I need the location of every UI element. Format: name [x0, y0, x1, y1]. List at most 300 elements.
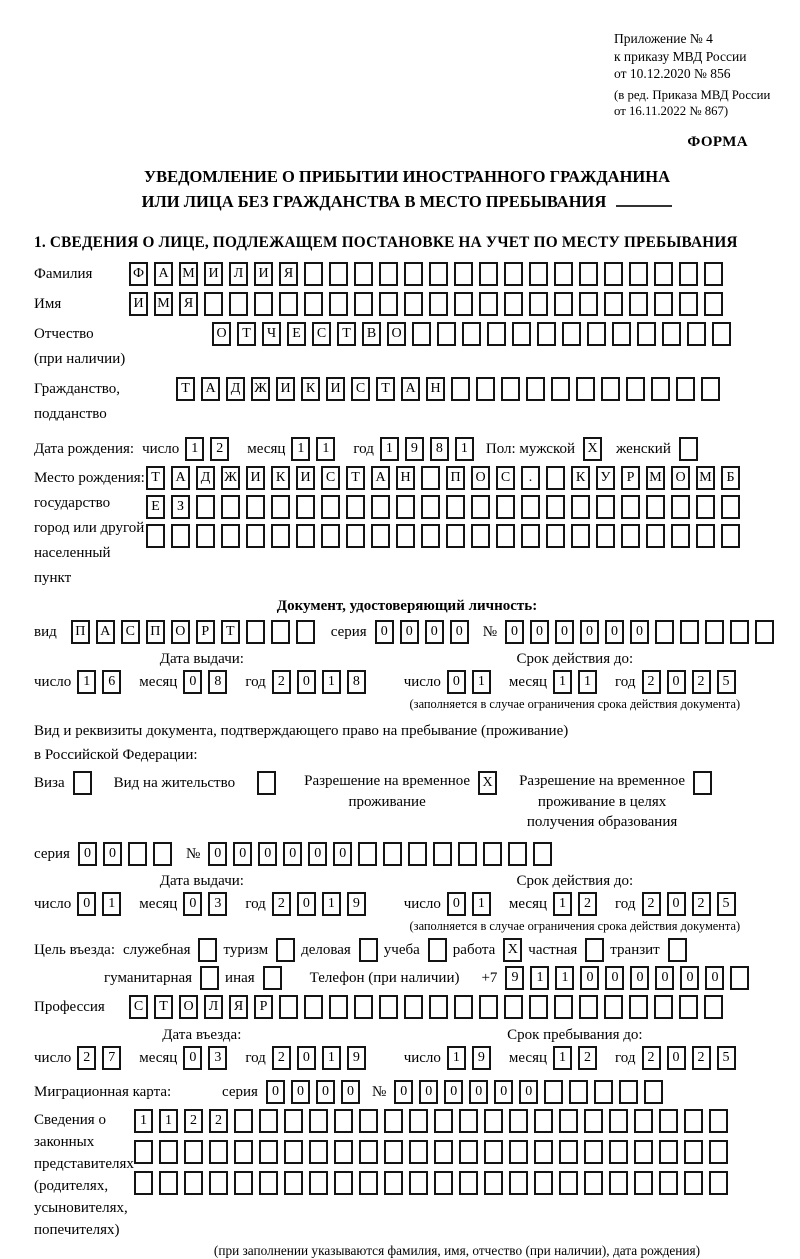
- birth-place-row1-cell-21[interactable]: О: [671, 466, 690, 490]
- residence-doc-number-cell-11[interactable]: [483, 842, 502, 866]
- patronymic-cell-11[interactable]: [487, 322, 506, 346]
- phone-digits-cell-6[interactable]: 0: [655, 966, 674, 990]
- representatives-row2-cell-0[interactable]: [134, 1140, 153, 1164]
- representatives-row3-cell-20[interactable]: [634, 1171, 653, 1195]
- representatives-row1-cell-7[interactable]: [309, 1109, 328, 1133]
- citizenship-cell-16[interactable]: [576, 377, 595, 401]
- firstname-cell-7[interactable]: [304, 292, 323, 316]
- patronymic-cell-5[interactable]: Т: [337, 322, 356, 346]
- residence-doc-number-cell-10[interactable]: [458, 842, 477, 866]
- purpose-business-checkbox-cell-0[interactable]: [359, 938, 378, 962]
- firstname-cell-12[interactable]: [429, 292, 448, 316]
- surname-cell-8[interactable]: [329, 262, 348, 286]
- birth-place-row1-cell-17[interactable]: К: [571, 466, 590, 490]
- birth-place-row3-cell-14[interactable]: [496, 524, 515, 548]
- residence-permit-checkbox-cell-0[interactable]: [257, 771, 276, 795]
- phone-digits-cell-2[interactable]: 1: [555, 966, 574, 990]
- representatives-row3-cell-14[interactable]: [484, 1171, 503, 1195]
- birth-place-row3-cell-16[interactable]: [546, 524, 565, 548]
- citizenship-cell-7[interactable]: С: [351, 377, 370, 401]
- birth-place-row1-cell-0[interactable]: Т: [146, 466, 165, 490]
- surname-cell-2[interactable]: М: [179, 262, 198, 286]
- firstname-cell-19[interactable]: [604, 292, 623, 316]
- representatives-row1-cell-17[interactable]: [559, 1109, 578, 1133]
- identity_doc-expiry-day-cell-1[interactable]: 1: [472, 670, 491, 694]
- firstname-cell-14[interactable]: [479, 292, 498, 316]
- birth_date-month-cell-1[interactable]: 1: [316, 437, 335, 461]
- representatives-row2-cell-3[interactable]: [209, 1140, 228, 1164]
- citizenship-cell-9[interactable]: А: [401, 377, 420, 401]
- profession-cell-1[interactable]: Т: [154, 995, 173, 1019]
- entry_date-day-cell-0[interactable]: 2: [77, 1046, 96, 1070]
- patronymic-cell-3[interactable]: Е: [287, 322, 306, 346]
- purpose-private-checkbox-cell-0[interactable]: [585, 938, 604, 962]
- identity-doc-number-cell-2[interactable]: 0: [555, 620, 574, 644]
- birth-place-row3-cell-6[interactable]: [296, 524, 315, 548]
- phone-digits-cell-4[interactable]: 0: [605, 966, 624, 990]
- migration-card-number-cell-5[interactable]: 0: [519, 1080, 538, 1104]
- birth-place-row2-cell-14[interactable]: [496, 495, 515, 519]
- identity-doc-series-cell-2[interactable]: 0: [425, 620, 444, 644]
- visa-checkbox-cell-0[interactable]: [73, 771, 92, 795]
- birth-place-row1-cell-1[interactable]: А: [171, 466, 190, 490]
- residence-doc-number-cell-8[interactable]: [408, 842, 427, 866]
- patronymic-cell-2[interactable]: Ч: [262, 322, 281, 346]
- representatives-row3-cell-9[interactable]: [359, 1171, 378, 1195]
- residence-doc-series-cell-0[interactable]: 0: [78, 842, 97, 866]
- profession-cell-9[interactable]: [354, 995, 373, 1019]
- surname-cell-5[interactable]: И: [254, 262, 273, 286]
- migration-card-series-cell-2[interactable]: 0: [316, 1080, 335, 1104]
- entry_date-month-cell-0[interactable]: 0: [183, 1046, 202, 1070]
- representatives-row3-cell-10[interactable]: [384, 1171, 403, 1195]
- birth-place-row1-cell-20[interactable]: М: [646, 466, 665, 490]
- birth-place-row1-cell-12[interactable]: П: [446, 466, 465, 490]
- identity_doc-expiry-month-cell-0[interactable]: 1: [553, 670, 572, 694]
- firstname-cell-5[interactable]: [254, 292, 273, 316]
- residence_doc-issue-day-cell-0[interactable]: 0: [77, 892, 96, 916]
- firstname-cell-3[interactable]: [204, 292, 223, 316]
- patronymic-cell-13[interactable]: [537, 322, 556, 346]
- surname-cell-0[interactable]: Ф: [129, 262, 148, 286]
- identity-doc-series-cell-1[interactable]: 0: [400, 620, 419, 644]
- birth-place-row1-cell-10[interactable]: Н: [396, 466, 415, 490]
- identity_doc-issue-month-cell-0[interactable]: 0: [183, 670, 202, 694]
- representatives-row2-cell-9[interactable]: [359, 1140, 378, 1164]
- representatives-row2-cell-6[interactable]: [284, 1140, 303, 1164]
- citizenship-cell-10[interactable]: Н: [426, 377, 445, 401]
- identity-doc-series-cell-3[interactable]: 0: [450, 620, 469, 644]
- surname-cell-15[interactable]: [504, 262, 523, 286]
- representatives-row3-cell-8[interactable]: [334, 1171, 353, 1195]
- patronymic-cell-4[interactable]: С: [312, 322, 331, 346]
- profession-cell-5[interactable]: Р: [254, 995, 273, 1019]
- patronymic-cell-7[interactable]: О: [387, 322, 406, 346]
- representatives-row3-cell-3[interactable]: [209, 1171, 228, 1195]
- firstname-cell-23[interactable]: [704, 292, 723, 316]
- birth-place-row2-cell-22[interactable]: [696, 495, 715, 519]
- residence-doc-number-cell-4[interactable]: 0: [308, 842, 327, 866]
- firstname-cell-21[interactable]: [654, 292, 673, 316]
- patronymic-cell-19[interactable]: [687, 322, 706, 346]
- representatives-row1-cell-8[interactable]: [334, 1109, 353, 1133]
- migration-card-number-cell-2[interactable]: 0: [444, 1080, 463, 1104]
- citizenship-cell-2[interactable]: Д: [226, 377, 245, 401]
- citizenship-cell-21[interactable]: [701, 377, 720, 401]
- surname-cell-11[interactable]: [404, 262, 423, 286]
- birth-place-row3-cell-11[interactable]: [421, 524, 440, 548]
- firstname-cell-6[interactable]: [279, 292, 298, 316]
- purpose-other-checkbox-cell-0[interactable]: [263, 966, 282, 990]
- surname-cell-23[interactable]: [704, 262, 723, 286]
- profession-cell-19[interactable]: [604, 995, 623, 1019]
- representatives-row3-cell-13[interactable]: [459, 1171, 478, 1195]
- citizenship-cell-8[interactable]: Т: [376, 377, 395, 401]
- identity-doc-number-cell-5[interactable]: 0: [630, 620, 649, 644]
- profession-cell-13[interactable]: [454, 995, 473, 1019]
- birth_date-year-cell-2[interactable]: 8: [430, 437, 449, 461]
- migration-card-number-cell-3[interactable]: 0: [469, 1080, 488, 1104]
- identity-doc-number-cell-7[interactable]: [680, 620, 699, 644]
- citizenship-cell-6[interactable]: И: [326, 377, 345, 401]
- citizenship-cell-13[interactable]: [501, 377, 520, 401]
- birth-place-row1-cell-6[interactable]: И: [296, 466, 315, 490]
- representatives-row3-cell-18[interactable]: [584, 1171, 603, 1195]
- surname-cell-22[interactable]: [679, 262, 698, 286]
- identity_doc-expiry-day-cell-0[interactable]: 0: [447, 670, 466, 694]
- profession-cell-18[interactable]: [579, 995, 598, 1019]
- birth-place-row2-cell-1[interactable]: З: [171, 495, 190, 519]
- representatives-row1-cell-22[interactable]: [684, 1109, 703, 1133]
- representatives-row3-cell-15[interactable]: [509, 1171, 528, 1195]
- residence_doc-issue-year-cell-1[interactable]: 0: [297, 892, 316, 916]
- profession-cell-21[interactable]: [654, 995, 673, 1019]
- sex-female-checkbox-cell-0[interactable]: [679, 437, 698, 461]
- residence_doc-issue-year-cell-0[interactable]: 2: [272, 892, 291, 916]
- identity-doc-series-cell-0[interactable]: 0: [375, 620, 394, 644]
- birth-place-row1-cell-13[interactable]: О: [471, 466, 490, 490]
- profession-cell-0[interactable]: С: [129, 995, 148, 1019]
- migration-card-number-cell-6[interactable]: [544, 1080, 563, 1104]
- representatives-row1-cell-10[interactable]: [384, 1109, 403, 1133]
- edu-permit-checkbox-cell-0[interactable]: [693, 771, 712, 795]
- representatives-row1-cell-20[interactable]: [634, 1109, 653, 1133]
- surname-cell-1[interactable]: А: [154, 262, 173, 286]
- birth-place-row3-cell-15[interactable]: [521, 524, 540, 548]
- patronymic-cell-20[interactable]: [712, 322, 731, 346]
- stay_until-month-cell-0[interactable]: 1: [553, 1046, 572, 1070]
- residence_doc-expiry-month-cell-1[interactable]: 2: [578, 892, 597, 916]
- surname-cell-20[interactable]: [629, 262, 648, 286]
- phone-digits-cell-7[interactable]: 0: [680, 966, 699, 990]
- birth_date-month-cell-0[interactable]: 1: [291, 437, 310, 461]
- migration-card-number-cell-0[interactable]: 0: [394, 1080, 413, 1104]
- patronymic-cell-8[interactable]: [412, 322, 431, 346]
- citizenship-cell-17[interactable]: [601, 377, 620, 401]
- representatives-row1-cell-6[interactable]: [284, 1109, 303, 1133]
- citizenship-cell-15[interactable]: [551, 377, 570, 401]
- migration-card-series-cell-3[interactable]: 0: [341, 1080, 360, 1104]
- birth-place-row3-cell-10[interactable]: [396, 524, 415, 548]
- patronymic-cell-14[interactable]: [562, 322, 581, 346]
- firstname-cell-4[interactable]: [229, 292, 248, 316]
- birth-place-row2-cell-20[interactable]: [646, 495, 665, 519]
- firstname-cell-11[interactable]: [404, 292, 423, 316]
- birth-place-row2-cell-12[interactable]: [446, 495, 465, 519]
- birth-place-row3-cell-13[interactable]: [471, 524, 490, 548]
- residence-doc-number-cell-0[interactable]: 0: [208, 842, 227, 866]
- birth_date-year-cell-1[interactable]: 9: [405, 437, 424, 461]
- birth-place-row1-cell-7[interactable]: С: [321, 466, 340, 490]
- identity-doc-kind-cell-1[interactable]: А: [96, 620, 115, 644]
- representatives-row3-cell-1[interactable]: [159, 1171, 178, 1195]
- purpose-study-checkbox-cell-0[interactable]: [428, 938, 447, 962]
- residence-doc-number-cell-7[interactable]: [383, 842, 402, 866]
- stay_until-month-cell-1[interactable]: 2: [578, 1046, 597, 1070]
- birth-place-row2-cell-21[interactable]: [671, 495, 690, 519]
- residence_doc-expiry-month-cell-0[interactable]: 1: [553, 892, 572, 916]
- representatives-row1-cell-18[interactable]: [584, 1109, 603, 1133]
- representatives-row1-cell-5[interactable]: [259, 1109, 278, 1133]
- birth-place-row2-cell-23[interactable]: [721, 495, 740, 519]
- entry_date-day-cell-1[interactable]: 7: [102, 1046, 121, 1070]
- residence_doc-issue-month-cell-0[interactable]: 0: [183, 892, 202, 916]
- birth-place-row1-cell-22[interactable]: М: [696, 466, 715, 490]
- firstname-cell-18[interactable]: [579, 292, 598, 316]
- identity-doc-number-cell-6[interactable]: [655, 620, 674, 644]
- birth-place-row3-cell-20[interactable]: [646, 524, 665, 548]
- residence_doc-issue-year-cell-3[interactable]: 9: [347, 892, 366, 916]
- citizenship-cell-12[interactable]: [476, 377, 495, 401]
- birth-place-row2-cell-2[interactable]: [196, 495, 215, 519]
- migration-card-series-cell-1[interactable]: 0: [291, 1080, 310, 1104]
- identity-doc-kind-cell-6[interactable]: Т: [221, 620, 240, 644]
- firstname-cell-1[interactable]: М: [154, 292, 173, 316]
- representatives-row1-cell-16[interactable]: [534, 1109, 553, 1133]
- patronymic-cell-16[interactable]: [612, 322, 631, 346]
- birth-place-row2-cell-18[interactable]: [596, 495, 615, 519]
- representatives-row2-cell-19[interactable]: [609, 1140, 628, 1164]
- representatives-row1-cell-19[interactable]: [609, 1109, 628, 1133]
- entry_date-year-cell-1[interactable]: 0: [297, 1046, 316, 1070]
- surname-cell-16[interactable]: [529, 262, 548, 286]
- phone-digits-cell-0[interactable]: 9: [505, 966, 524, 990]
- representatives-row1-cell-23[interactable]: [709, 1109, 728, 1133]
- identity-doc-kind-cell-2[interactable]: С: [121, 620, 140, 644]
- residence-doc-series-cell-1[interactable]: 0: [103, 842, 122, 866]
- firstname-cell-0[interactable]: И: [129, 292, 148, 316]
- residence_doc-issue-year-cell-2[interactable]: 1: [322, 892, 341, 916]
- representatives-row1-cell-9[interactable]: [359, 1109, 378, 1133]
- profession-cell-7[interactable]: [304, 995, 323, 1019]
- profession-cell-3[interactable]: Л: [204, 995, 223, 1019]
- surname-cell-9[interactable]: [354, 262, 373, 286]
- representatives-row1-cell-11[interactable]: [409, 1109, 428, 1133]
- citizenship-cell-14[interactable]: [526, 377, 545, 401]
- birth_date-year-cell-3[interactable]: 1: [455, 437, 474, 461]
- firstname-cell-9[interactable]: [354, 292, 373, 316]
- identity-doc-number-cell-9[interactable]: [730, 620, 749, 644]
- entry_date-month-cell-1[interactable]: 3: [208, 1046, 227, 1070]
- birth_date-year-cell-0[interactable]: 1: [380, 437, 399, 461]
- representatives-row1-cell-1[interactable]: 1: [159, 1109, 178, 1133]
- stay_until-day-cell-0[interactable]: 1: [447, 1046, 466, 1070]
- identity-doc-kind-cell-4[interactable]: О: [171, 620, 190, 644]
- entry_date-year-cell-2[interactable]: 1: [322, 1046, 341, 1070]
- profession-cell-14[interactable]: [479, 995, 498, 1019]
- birth-place-row2-cell-11[interactable]: [421, 495, 440, 519]
- birth-place-row1-cell-8[interactable]: Т: [346, 466, 365, 490]
- purpose-transit-checkbox-cell-0[interactable]: [668, 938, 687, 962]
- purpose-humanitarian-checkbox-cell-0[interactable]: [200, 966, 219, 990]
- identity_doc-issue-year-cell-1[interactable]: 0: [297, 670, 316, 694]
- citizenship-cell-3[interactable]: Ж: [251, 377, 270, 401]
- profession-cell-23[interactable]: [704, 995, 723, 1019]
- patronymic-cell-18[interactable]: [662, 322, 681, 346]
- migration-card-number-cell-8[interactable]: [594, 1080, 613, 1104]
- representatives-row2-cell-23[interactable]: [709, 1140, 728, 1164]
- representatives-row3-cell-6[interactable]: [284, 1171, 303, 1195]
- patronymic-cell-0[interactable]: О: [212, 322, 231, 346]
- birth-place-row3-cell-4[interactable]: [246, 524, 265, 548]
- identity-doc-number-cell-0[interactable]: 0: [505, 620, 524, 644]
- phone-digits-cell-3[interactable]: 0: [580, 966, 599, 990]
- representatives-row2-cell-15[interactable]: [509, 1140, 528, 1164]
- residence-doc-number-cell-13[interactable]: [533, 842, 552, 866]
- residence_doc-expiry-year-cell-1[interactable]: 0: [667, 892, 686, 916]
- profession-cell-6[interactable]: [279, 995, 298, 1019]
- birth-place-row3-cell-2[interactable]: [196, 524, 215, 548]
- residence-doc-number-cell-1[interactable]: 0: [233, 842, 252, 866]
- purpose-tourism-checkbox-cell-0[interactable]: [276, 938, 295, 962]
- birth-place-row1-cell-11[interactable]: [421, 466, 440, 490]
- identity-doc-number-cell-4[interactable]: 0: [605, 620, 624, 644]
- birth-place-row2-cell-7[interactable]: [321, 495, 340, 519]
- stay_until-year-cell-3[interactable]: 5: [717, 1046, 736, 1070]
- residence-doc-number-cell-12[interactable]: [508, 842, 527, 866]
- stay_until-year-cell-0[interactable]: 2: [642, 1046, 661, 1070]
- birth-place-row2-cell-17[interactable]: [571, 495, 590, 519]
- residence_doc-expiry-year-cell-2[interactable]: 2: [692, 892, 711, 916]
- representatives-row2-cell-21[interactable]: [659, 1140, 678, 1164]
- patronymic-cell-6[interactable]: В: [362, 322, 381, 346]
- birth_date-day-cell-1[interactable]: 2: [210, 437, 229, 461]
- residence-doc-series-cell-2[interactable]: [128, 842, 147, 866]
- sex-male-checkbox-cell-0[interactable]: X: [583, 437, 602, 461]
- identity_doc-expiry-year-cell-1[interactable]: 0: [667, 670, 686, 694]
- firstname-cell-10[interactable]: [379, 292, 398, 316]
- identity-doc-number-cell-1[interactable]: 0: [530, 620, 549, 644]
- birth-place-row1-cell-9[interactable]: А: [371, 466, 390, 490]
- residence_doc-expiry-year-cell-3[interactable]: 5: [717, 892, 736, 916]
- profession-cell-8[interactable]: [329, 995, 348, 1019]
- temp-permit-checkbox-cell-0[interactable]: X: [478, 771, 497, 795]
- migration-card-number-cell-10[interactable]: [644, 1080, 663, 1104]
- representatives-row3-cell-16[interactable]: [534, 1171, 553, 1195]
- representatives-row2-cell-8[interactable]: [334, 1140, 353, 1164]
- surname-cell-4[interactable]: Л: [229, 262, 248, 286]
- birth-place-row1-cell-3[interactable]: Ж: [221, 466, 240, 490]
- firstname-cell-8[interactable]: [329, 292, 348, 316]
- residence-doc-number-cell-2[interactable]: 0: [258, 842, 277, 866]
- representatives-row3-cell-21[interactable]: [659, 1171, 678, 1195]
- identity-doc-kind-cell-9[interactable]: [296, 620, 315, 644]
- profession-cell-22[interactable]: [679, 995, 698, 1019]
- birth-place-row2-cell-16[interactable]: [546, 495, 565, 519]
- firstname-cell-16[interactable]: [529, 292, 548, 316]
- entry_date-year-cell-3[interactable]: 9: [347, 1046, 366, 1070]
- identity_doc-expiry-year-cell-2[interactable]: 2: [692, 670, 711, 694]
- representatives-row1-cell-12[interactable]: [434, 1109, 453, 1133]
- representatives-row2-cell-7[interactable]: [309, 1140, 328, 1164]
- birth-place-row3-cell-22[interactable]: [696, 524, 715, 548]
- entry_date-year-cell-0[interactable]: 2: [272, 1046, 291, 1070]
- profession-cell-12[interactable]: [429, 995, 448, 1019]
- residence_doc-expiry-day-cell-1[interactable]: 1: [472, 892, 491, 916]
- surname-cell-6[interactable]: Я: [279, 262, 298, 286]
- residence_doc-expiry-year-cell-0[interactable]: 2: [642, 892, 661, 916]
- birth-place-row3-cell-1[interactable]: [171, 524, 190, 548]
- birth-place-row1-cell-14[interactable]: С: [496, 466, 515, 490]
- representatives-row3-cell-22[interactable]: [684, 1171, 703, 1195]
- representatives-row3-cell-23[interactable]: [709, 1171, 728, 1195]
- identity-doc-kind-cell-8[interactable]: [271, 620, 290, 644]
- migration-card-number-cell-4[interactable]: 0: [494, 1080, 513, 1104]
- identity_doc-expiry-year-cell-0[interactable]: 2: [642, 670, 661, 694]
- representatives-row3-cell-5[interactable]: [259, 1171, 278, 1195]
- surname-cell-7[interactable]: [304, 262, 323, 286]
- birth-place-row3-cell-17[interactable]: [571, 524, 590, 548]
- birth-place-row2-cell-8[interactable]: [346, 495, 365, 519]
- patronymic-cell-15[interactable]: [587, 322, 606, 346]
- citizenship-cell-4[interactable]: И: [276, 377, 295, 401]
- migration-card-number-cell-9[interactable]: [619, 1080, 638, 1104]
- representatives-row2-cell-20[interactable]: [634, 1140, 653, 1164]
- representatives-row3-cell-12[interactable]: [434, 1171, 453, 1195]
- representatives-row3-cell-11[interactable]: [409, 1171, 428, 1195]
- representatives-row2-cell-13[interactable]: [459, 1140, 478, 1164]
- birth-place-row2-cell-4[interactable]: [246, 495, 265, 519]
- birth-place-row1-cell-23[interactable]: Б: [721, 466, 740, 490]
- identity-doc-number-cell-8[interactable]: [705, 620, 724, 644]
- representatives-row2-cell-14[interactable]: [484, 1140, 503, 1164]
- residence_doc-issue-month-cell-1[interactable]: 3: [208, 892, 227, 916]
- residence-doc-number-cell-9[interactable]: [433, 842, 452, 866]
- representatives-row2-cell-10[interactable]: [384, 1140, 403, 1164]
- citizenship-cell-19[interactable]: [651, 377, 670, 401]
- identity-doc-kind-cell-3[interactable]: П: [146, 620, 165, 644]
- representatives-row3-cell-2[interactable]: [184, 1171, 203, 1195]
- birth-place-row3-cell-0[interactable]: [146, 524, 165, 548]
- birth-place-row2-cell-0[interactable]: Е: [146, 495, 165, 519]
- representatives-row3-cell-17[interactable]: [559, 1171, 578, 1195]
- surname-cell-10[interactable]: [379, 262, 398, 286]
- birth-place-row2-cell-13[interactable]: [471, 495, 490, 519]
- birth-place-row1-cell-4[interactable]: И: [246, 466, 265, 490]
- representatives-row1-cell-2[interactable]: 2: [184, 1109, 203, 1133]
- phone-digits-cell-1[interactable]: 1: [530, 966, 549, 990]
- identity_doc-issue-year-cell-3[interactable]: 8: [347, 670, 366, 694]
- profession-cell-15[interactable]: [504, 995, 523, 1019]
- representatives-row2-cell-22[interactable]: [684, 1140, 703, 1164]
- firstname-cell-22[interactable]: [679, 292, 698, 316]
- purpose-work-checkbox-cell-0[interactable]: X: [503, 938, 522, 962]
- identity-doc-kind-cell-5[interactable]: Р: [196, 620, 215, 644]
- representatives-row3-cell-4[interactable]: [234, 1171, 253, 1195]
- profession-cell-11[interactable]: [404, 995, 423, 1019]
- representatives-row3-cell-7[interactable]: [309, 1171, 328, 1195]
- patronymic-cell-9[interactable]: [437, 322, 456, 346]
